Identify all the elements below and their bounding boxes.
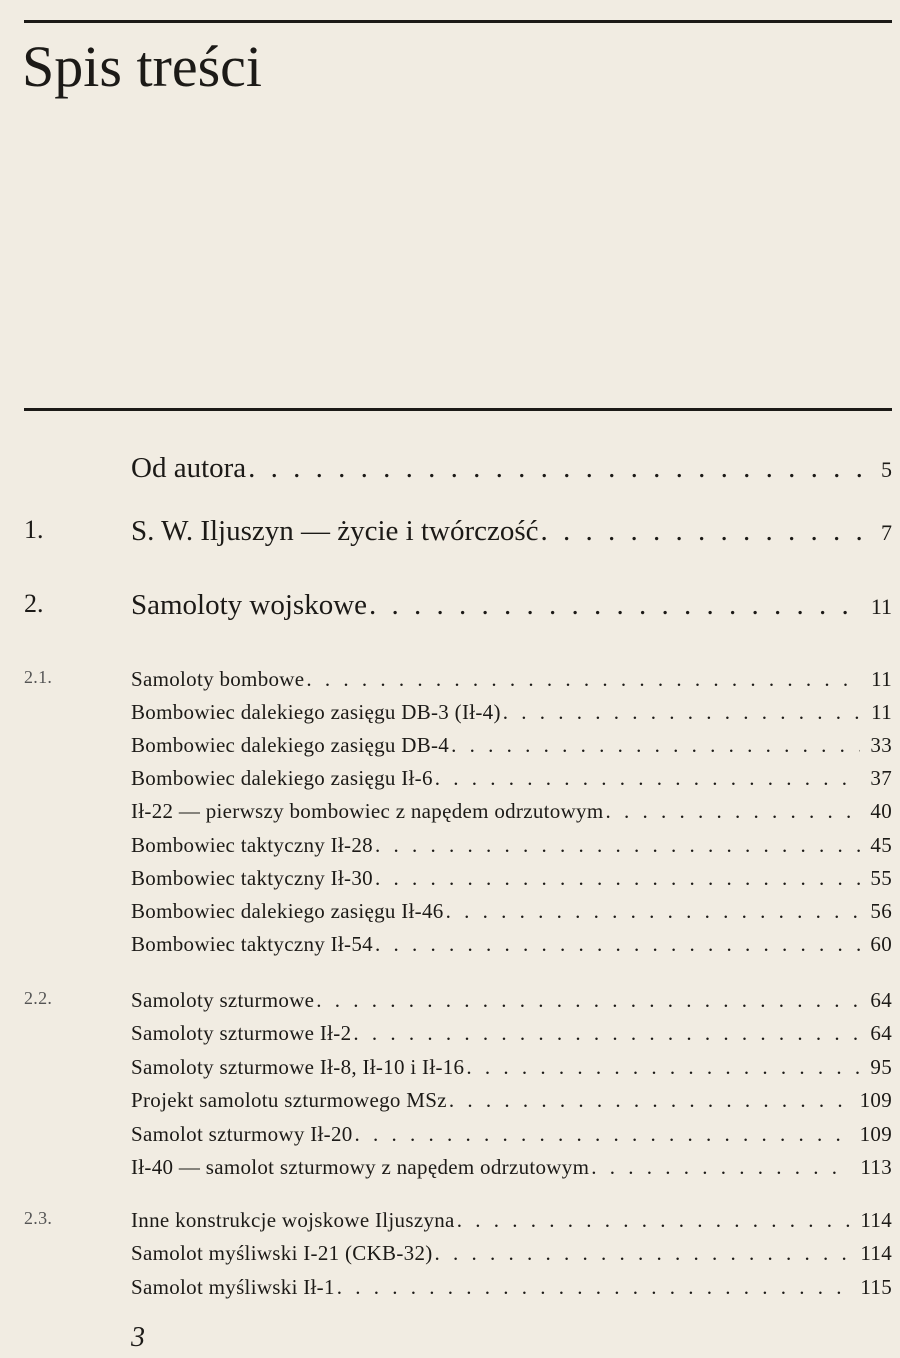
dot-leader (375, 932, 860, 957)
toc-entry-label: Samolot myśliwski Ił-1 (131, 1275, 335, 1299)
toc-entry-page: 113 (860, 1155, 892, 1179)
toc-entry (0, 932, 900, 962)
toc-entry-page: 40 (870, 799, 892, 823)
toc-entry-label: Samoloty szturmowe (131, 988, 315, 1012)
toc-entry-page: 64 (870, 988, 892, 1012)
toc-entry-label: Projekt samolotu szturmowego MSz (131, 1088, 447, 1112)
toc-entry-line (131, 1155, 892, 1180)
toc-entry-label: Bombowiec dalekiego zasięgu DB-4 (131, 733, 450, 757)
toc-entry (0, 1241, 900, 1271)
dot-leader (306, 667, 861, 692)
toc-entry-line (131, 1021, 892, 1046)
toc-entry-line (131, 1055, 892, 1080)
toc-entry-line (131, 1122, 892, 1147)
toc-entry-number: 1. (24, 515, 44, 544)
toc-entry-label: Inne konstrukcje wojskowe Iljuszyna (131, 1208, 455, 1232)
toc-entry-line (131, 1275, 892, 1300)
toc-entry-label: Od autora (131, 452, 247, 484)
toc-entry-line (131, 589, 892, 622)
dot-leader (316, 988, 860, 1013)
toc-entry-line (131, 733, 892, 758)
toc-entry (0, 1122, 900, 1152)
dot-leader (435, 766, 861, 791)
toc-entry-number: 2.3. (24, 1208, 53, 1228)
page-number: 3 (131, 1322, 145, 1353)
toc-entry-page: 60 (870, 932, 892, 956)
toc-entry-label: Samoloty wojskowe (131, 589, 368, 621)
toc-entry-page: 37 (870, 766, 892, 790)
toc-entry-label: Bombowiec dalekiego zasięgu DB-3 (Ił-4) (131, 700, 501, 724)
dot-leader (435, 1241, 851, 1266)
toc-entry (0, 667, 900, 697)
toc-entry-label: Samolot myśliwski I-21 (CKB-32) (131, 1241, 433, 1265)
toc-entry-line (131, 988, 892, 1013)
toc-entry-page: 95 (870, 1055, 892, 1079)
toc-entry-label: Bombowiec dalekiego zasięgu Ił-46 (131, 899, 444, 923)
toc-entry-label: Bombowiec dalekiego zasięgu Ił-6 (131, 766, 433, 790)
dot-leader (503, 700, 861, 725)
toc-entry-page: 7 (881, 520, 892, 545)
toc-entry-line (131, 766, 892, 791)
toc-entry (0, 1208, 900, 1238)
toc-entry-label: Samoloty szturmowe Ił-2 (131, 1021, 352, 1045)
section-rule (24, 408, 892, 411)
toc-entry (0, 515, 900, 551)
toc-entry-label: Ił-40 — samolot szturmowy z napędem odrzutowym (131, 1155, 590, 1179)
toc-entry-line (131, 452, 892, 485)
toc-entry-label: Samolot szturmowy Ił-20 (131, 1122, 353, 1146)
toc-entry (0, 589, 900, 625)
toc-entry-line (131, 1208, 892, 1233)
toc-entry-page: 56 (870, 899, 892, 923)
toc-entry-page: 115 (860, 1275, 892, 1299)
toc-entry (0, 988, 900, 1018)
toc-entry-label: Samoloty bombowe (131, 667, 305, 691)
toc-entry-label: Samoloty szturmowe Ił-8, Ił-10 i Ił-16 (131, 1055, 465, 1079)
toc-entry-label: Bombowiec taktyczny Ił-54 (131, 932, 373, 956)
toc-entry (0, 866, 900, 896)
toc-entry-page: 109 (859, 1122, 892, 1146)
toc-entry-page: 55 (870, 866, 892, 890)
toc-entry-page: 11 (870, 594, 892, 619)
toc-entry-page: 114 (860, 1208, 892, 1232)
dot-leader (375, 833, 860, 858)
toc-entry (0, 700, 900, 730)
dot-leader (248, 452, 862, 485)
toc-entry-label: Bombowiec taktyczny Ił-30 (131, 866, 373, 890)
toc-entry (0, 1275, 900, 1305)
toc-entry-page: 45 (870, 833, 892, 857)
toc-entry (0, 1088, 900, 1118)
toc-entry-line (131, 799, 892, 824)
dot-leader (355, 1122, 850, 1147)
toc-entry (0, 452, 900, 488)
toc-entry-line (131, 833, 892, 858)
toc-entry-page: 114 (860, 1241, 892, 1265)
toc-entry (0, 899, 900, 929)
toc-entry-line (131, 899, 892, 924)
toc-entry-line (131, 932, 892, 957)
toc-entry-number: 2. (24, 589, 44, 618)
toc-entry (0, 733, 900, 763)
dot-leader (451, 733, 860, 758)
toc-entry-label: S. W. Iljuszyn — życie i twórczość (131, 515, 539, 547)
toc-entry (0, 766, 900, 796)
dot-leader (457, 1208, 851, 1233)
dot-leader (591, 1155, 850, 1180)
toc-entry-page: 5 (881, 457, 892, 482)
toc-entry-line (131, 700, 892, 725)
toc-entry-line (131, 515, 892, 548)
top-rule (24, 20, 892, 23)
toc-entry-page: 33 (870, 733, 892, 757)
toc-entry-page: 11 (871, 667, 892, 691)
dot-leader (449, 1088, 850, 1113)
toc-entry-page: 11 (871, 700, 892, 724)
toc-entry-number: 2.1. (24, 667, 53, 687)
toc-entry-page: 64 (870, 1021, 892, 1045)
dot-leader (605, 799, 860, 824)
toc-entry-line (131, 667, 892, 692)
page-title: Spis treści (22, 34, 263, 99)
dot-leader (337, 1275, 851, 1300)
toc-entry (0, 1055, 900, 1085)
toc-entry-page: 109 (859, 1088, 892, 1112)
dot-leader (446, 899, 861, 924)
toc-entry (0, 833, 900, 863)
toc-entry-label: Ił-22 — pierwszy bombowiec z napędem odrzutowym (131, 799, 604, 823)
dot-leader (353, 1021, 860, 1046)
dot-leader (375, 866, 860, 891)
dot-leader (466, 1055, 860, 1080)
toc-entry (0, 799, 900, 829)
toc-entry (0, 1021, 900, 1051)
toc-entry (0, 1155, 900, 1185)
toc-entry-line (131, 866, 892, 891)
dot-leader (369, 589, 861, 622)
toc-entry-label: Bombowiec taktyczny Ił-28 (131, 833, 373, 857)
toc-entry-number: 2.2. (24, 988, 53, 1008)
toc-entry-line (131, 1241, 892, 1266)
dot-leader (541, 515, 862, 548)
toc-entry-line (131, 1088, 892, 1113)
